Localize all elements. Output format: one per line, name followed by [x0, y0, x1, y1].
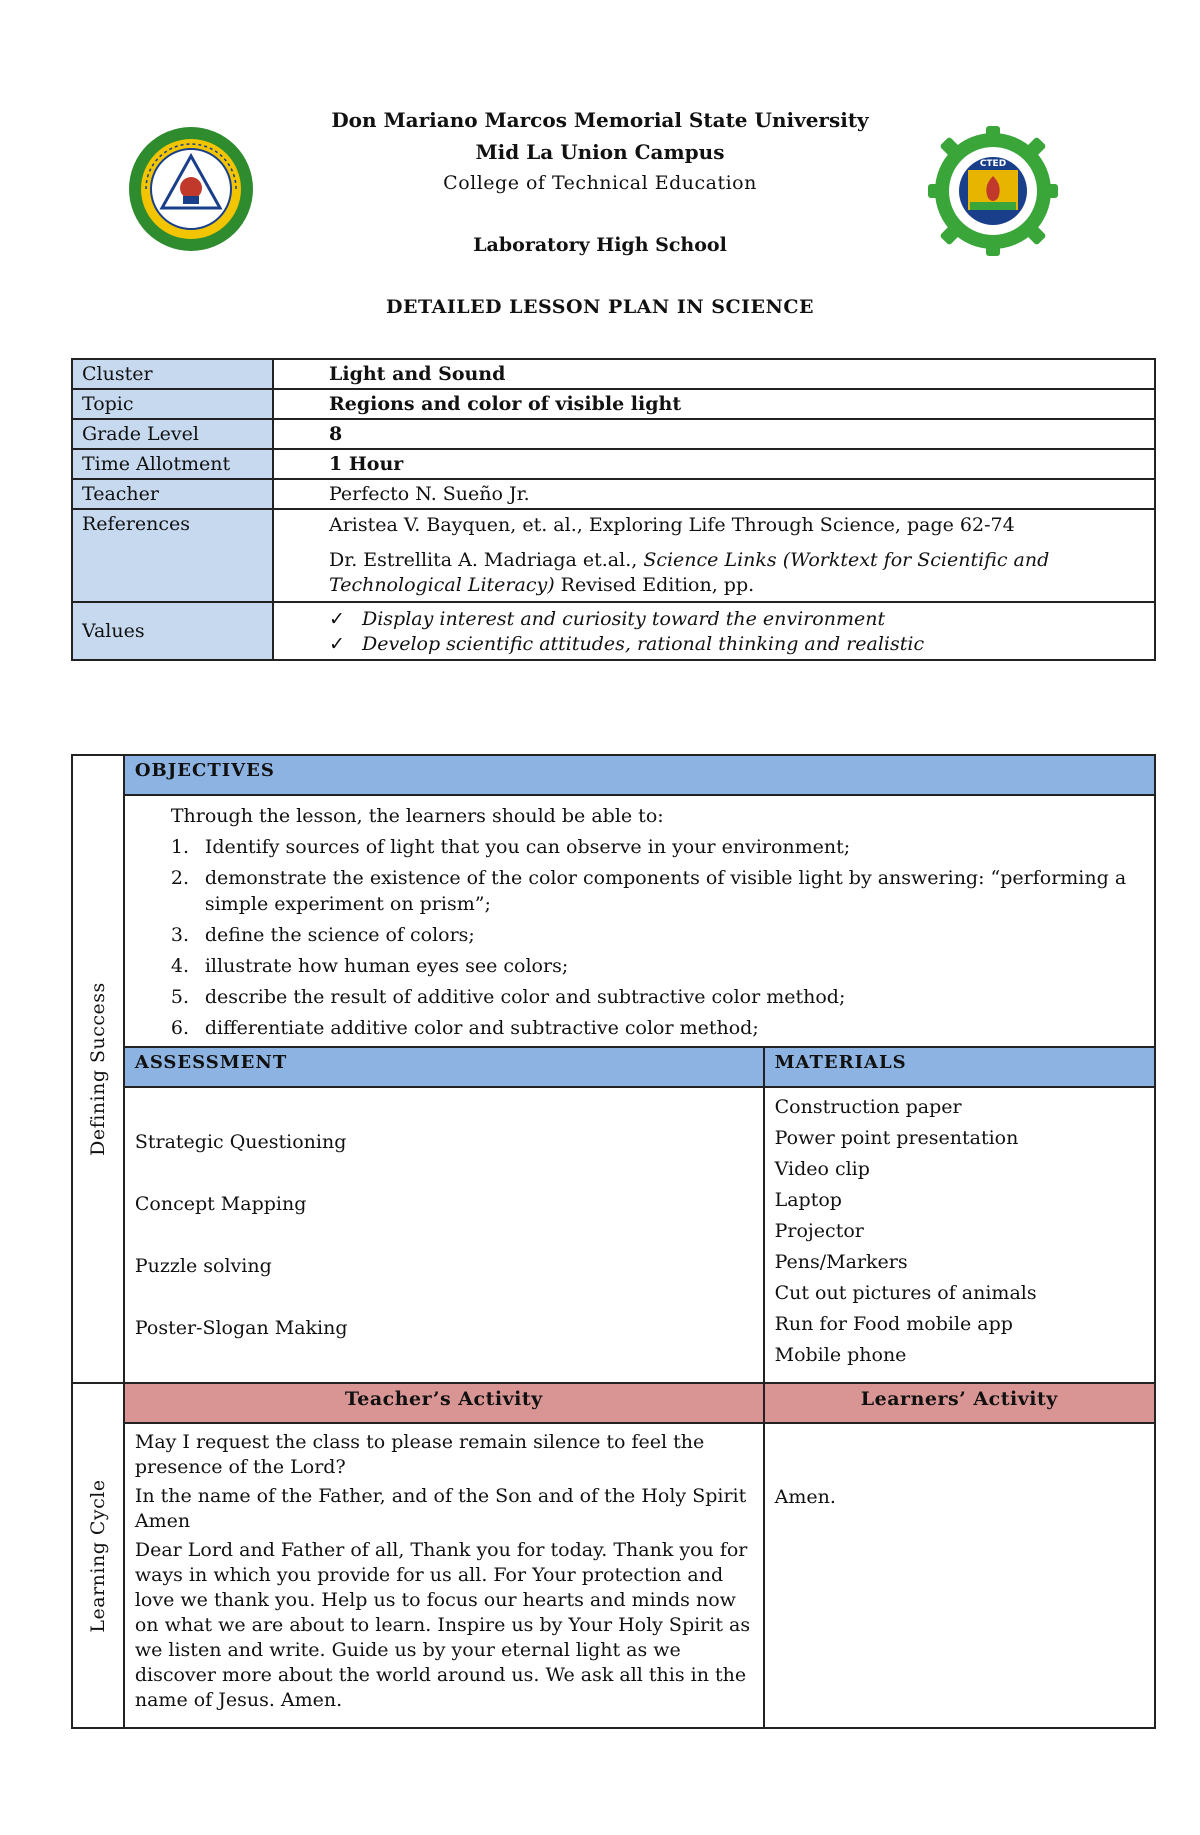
checkmark-icon: ✓ — [329, 633, 345, 655]
objectives-content — [124, 795, 1155, 1047]
paragraph: May I request the class to please remain silence to feel the presence of the Lord? — [134, 1431, 705, 1478]
list-item: Run for Food mobile app — [774, 1313, 1013, 1335]
info-value: 8 — [273, 419, 1155, 449]
svg-text:CTED: CTED — [979, 159, 1007, 169]
list-item: Mobile phone — [774, 1344, 907, 1366]
info-label: Values — [72, 602, 273, 660]
info-value: Light and Sound — [273, 359, 1155, 389]
reference-2-author: Dr. Estrellita A. Madriaga et.al., — [329, 549, 644, 571]
cted-seal-icon — [928, 126, 1058, 256]
list-item: Video clip — [774, 1158, 870, 1180]
info-row-cluster — [72, 359, 1155, 389]
info-label: Teacher — [72, 479, 273, 509]
list-item: 6. differentiate additive color and subtractive color method; — [170, 1017, 759, 1039]
info-label: Time Allotment — [72, 449, 273, 479]
college-name: College of Technical Education — [443, 172, 757, 194]
campus-name: Mid La Union Campus — [475, 140, 725, 164]
objectives-heading: OBJECTIVES — [124, 755, 1155, 795]
reference-2-title: Science Links (Worktext for Scientific and Technological Literacy) — [329, 549, 1050, 596]
info-row-grade-level — [72, 419, 1155, 449]
info-row-references — [72, 509, 1155, 602]
list-item: Construction paper — [774, 1096, 962, 1118]
university-name: Don Mariano Marcos Memorial State University — [331, 108, 869, 132]
info-label: Cluster — [72, 359, 273, 389]
values-list — [329, 607, 1145, 657]
reference-2 — [329, 548, 1145, 598]
list-item: Puzzle solving — [134, 1255, 272, 1277]
list-item: Strategic Questioning — [134, 1131, 347, 1153]
teacher-activity-content — [124, 1423, 764, 1728]
list-item: Power point presentation — [774, 1127, 1019, 1149]
assessment-content — [124, 1087, 764, 1383]
reference-1: Aristea V. Bayquen, et. al., Exploring Life Through Science, page 62-74 — [329, 514, 1015, 536]
info-row-time-allotment — [72, 449, 1155, 479]
learner-response: Amen. — [774, 1486, 836, 1508]
info-row-teacher — [72, 479, 1155, 509]
materials-content — [764, 1087, 1155, 1383]
info-row-values — [72, 602, 1155, 660]
list-item: 4. illustrate how human eyes see colors; — [170, 955, 569, 977]
section-label: Defining Success — [86, 982, 109, 1156]
list-item: Cut out pictures of animals — [774, 1282, 1037, 1304]
list-item: 1. Identify sources of light that you can observe in your environment; — [170, 836, 851, 858]
list-item: 3. define the science of colors; — [170, 924, 475, 946]
document-title: DETAILED LESSON PLAN IN SCIENCE — [386, 296, 814, 318]
list-item: Pens/Markers — [774, 1251, 908, 1273]
objectives-list — [135, 834, 1144, 1041]
lesson-plan-table — [71, 754, 1156, 1729]
section-defining-success — [72, 755, 124, 1383]
references-cell — [273, 509, 1155, 602]
checkmark-icon: ✓ — [329, 608, 345, 630]
info-label: References — [72, 509, 273, 602]
list-item: Poster-Slogan Making — [134, 1317, 348, 1339]
list-item: 2. demonstrate the existence of the color components of visible light by answering: “performing a simple experiment on prism”; — [170, 867, 1127, 915]
info-label: Grade Level — [72, 419, 273, 449]
paragraph: Dear Lord and Father of all, Thank you for today. Thank you for ways in which you provide for us all. For Your protection and love we thank you. Help us to focus our hearts and minds now on what we are about to learn. Inspire us by Your Holy Spirit as we listen and write. Guide us by your eternal light as we discover more about the world around us. We ask all this in the name of Jesus. Amen. — [134, 1539, 751, 1711]
list-item: ✓ Develop scientific attitudes, rational thinking and realistic — [329, 633, 925, 655]
paragraph: In the name of the Father, and of the Son and of the Holy Spirit Amen — [134, 1485, 747, 1532]
school-name: Laboratory High School — [473, 234, 727, 256]
info-value: Perfecto N. Sueño Jr. — [273, 479, 1155, 509]
reference-2-edition: Revised Edition, pp. — [554, 574, 755, 596]
teacher-activity-heading: Teacher’s Activity — [124, 1383, 764, 1423]
info-value: Regions and color of visible light — [273, 389, 1155, 419]
info-value: 1 Hour — [273, 449, 1155, 479]
section-label: Learning Cycle — [86, 1478, 109, 1633]
learners-activity-content — [764, 1423, 1155, 1728]
lesson-info-table — [71, 358, 1156, 661]
info-label: Topic — [72, 389, 273, 419]
assessment-heading: ASSESSMENT — [124, 1047, 764, 1087]
info-row-topic — [72, 389, 1155, 419]
values-cell — [273, 602, 1155, 660]
section-learning-cycle — [72, 1383, 124, 1728]
list-item: ✓ Display interest and curiosity toward the environment — [329, 608, 886, 630]
list-item: 5. describe the result of additive color and subtractive color method; — [170, 986, 846, 1008]
list-item: Laptop — [774, 1189, 842, 1211]
learners-activity-heading: Learners’ Activity — [764, 1383, 1155, 1423]
materials-heading: MATERIALS — [764, 1047, 1155, 1087]
list-item: Projector — [774, 1220, 864, 1242]
objectives-intro: Through the lesson, the learners should be able to: — [170, 805, 664, 827]
list-item: Concept Mapping — [134, 1193, 307, 1215]
university-seal-icon — [128, 126, 254, 252]
